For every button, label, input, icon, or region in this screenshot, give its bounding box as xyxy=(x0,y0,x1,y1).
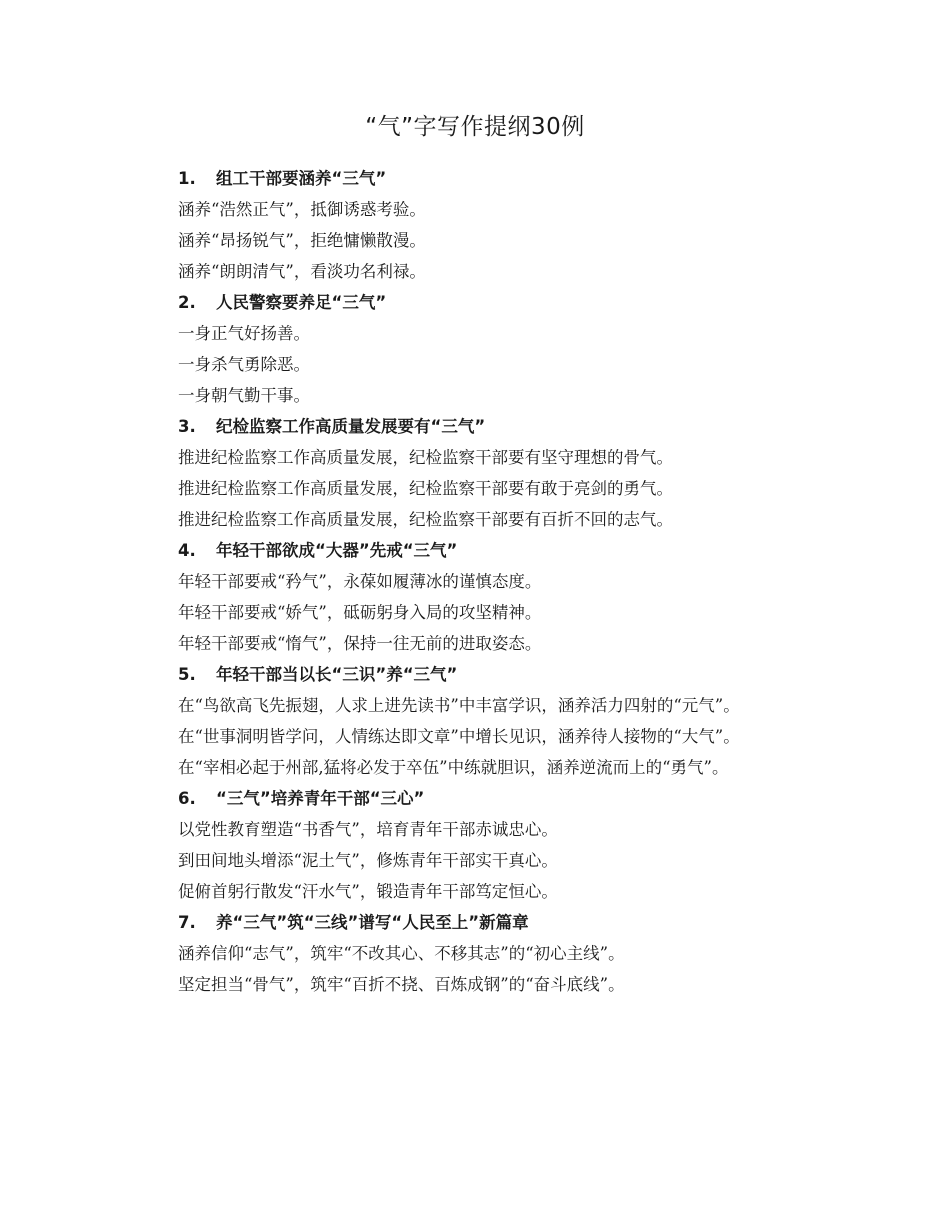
section-2 xyxy=(140,287,812,411)
section-heading xyxy=(140,783,812,814)
text-line: 一身杀气勇除恶。 xyxy=(178,355,310,374)
document-title: “气”字写作提纲30例 xyxy=(365,114,585,140)
text-line: 坚定担当“骨气”，筑牢“百折不挠、百炼成钢”的“奋斗底线”。 xyxy=(178,975,625,994)
section-heading xyxy=(140,411,812,442)
section-heading xyxy=(140,907,812,938)
text-paragraph: 在“宰相必起于州部,猛将必发于卒伍”中练就胆识，涵养逆流而上的“勇气”。 xyxy=(178,758,729,777)
section-number: 5. xyxy=(178,665,196,684)
section-heading-text: “三气”培养青年干部“三心” xyxy=(216,789,425,808)
section-4 xyxy=(140,535,812,659)
text-line: 推进纪检监察工作高质量发展，纪检监察干部要有敢于亮剑的勇气。 xyxy=(178,479,673,498)
text-line: 年轻干部要戒“娇气”，砥砺躬身入局的攻坚精神。 xyxy=(178,603,542,622)
section-heading-text: 人民警察要养足“三气” xyxy=(216,293,387,312)
section-6 xyxy=(140,783,812,907)
section-heading xyxy=(140,535,812,566)
text-line: 促俯首躬行散发“汗水气”，锻造青年干部笃定恒心。 xyxy=(178,882,558,901)
section-heading-text: 年轻干部当以长“三识”养“三气” xyxy=(216,665,458,684)
section-number: 3. xyxy=(178,417,196,436)
section-heading-text: 年轻干部欲成“大器”先戒“三气” xyxy=(216,541,458,560)
section-5 xyxy=(140,659,812,783)
section-heading-text: 组工干部要涵养“三气” xyxy=(216,169,387,188)
text-paragraph: 在“鸟欲高飞先振翅，人求上进先读书”中丰富学识，涵养活力四射的“元气”。 xyxy=(178,696,740,715)
section-heading xyxy=(140,659,812,690)
section-7 xyxy=(140,907,812,1000)
section-1 xyxy=(140,163,812,287)
document-body xyxy=(140,163,812,1000)
text-line: 涵养信仰“志气”，筑牢“不改其心、不移其志”的“初心主线”。 xyxy=(178,944,625,963)
section-heading-text: 养“三气”筑“三线”谱写“人民至上”新篇章 xyxy=(216,913,529,932)
text-line: 推进纪检监察工作高质量发展，纪检监察干部要有百折不回的志气。 xyxy=(178,510,673,529)
section-heading xyxy=(140,287,812,318)
section-number: 1. xyxy=(178,169,196,188)
text-line: 推进纪检监察工作高质量发展，纪检监察干部要有坚守理想的骨气。 xyxy=(178,448,673,467)
text-line: 年轻干部要戒“矜气”，永葆如履薄冰的谨慎态度。 xyxy=(178,572,542,591)
section-heading-text: 纪检监察工作高质量发展要有“三气” xyxy=(216,417,486,436)
section-number: 4. xyxy=(178,541,196,560)
text-line: 涵养“朗朗清气”，看淡功名利禄。 xyxy=(178,262,426,281)
text-line: 以党性教育塑造“书香气”，培育青年干部赤诚忠心。 xyxy=(178,820,558,839)
text-line: 一身正气好扬善。 xyxy=(178,324,310,343)
section-number: 7. xyxy=(178,913,196,932)
section-heading xyxy=(140,163,812,194)
text-line: 涵养“昂扬锐气”，拒绝慵懒散漫。 xyxy=(178,231,426,250)
text-line: 一身朝气勤干事。 xyxy=(178,386,310,405)
section-number: 6. xyxy=(178,789,196,808)
text-line: 年轻干部要戒“惰气”，保持一往无前的进取姿态。 xyxy=(178,634,542,653)
section-number: 2. xyxy=(178,293,196,312)
text-line: 到田间地头增添“泥土气”，修炼青年干部实干真心。 xyxy=(178,851,558,870)
text-paragraph: 在“世事洞明皆学问，人情练达即文章”中增长见识，涵养待人接物的“大气”。 xyxy=(178,727,740,746)
section-3 xyxy=(140,411,812,535)
text-line: 涵养“浩然正气”，抵御诱惑考验。 xyxy=(178,200,426,219)
